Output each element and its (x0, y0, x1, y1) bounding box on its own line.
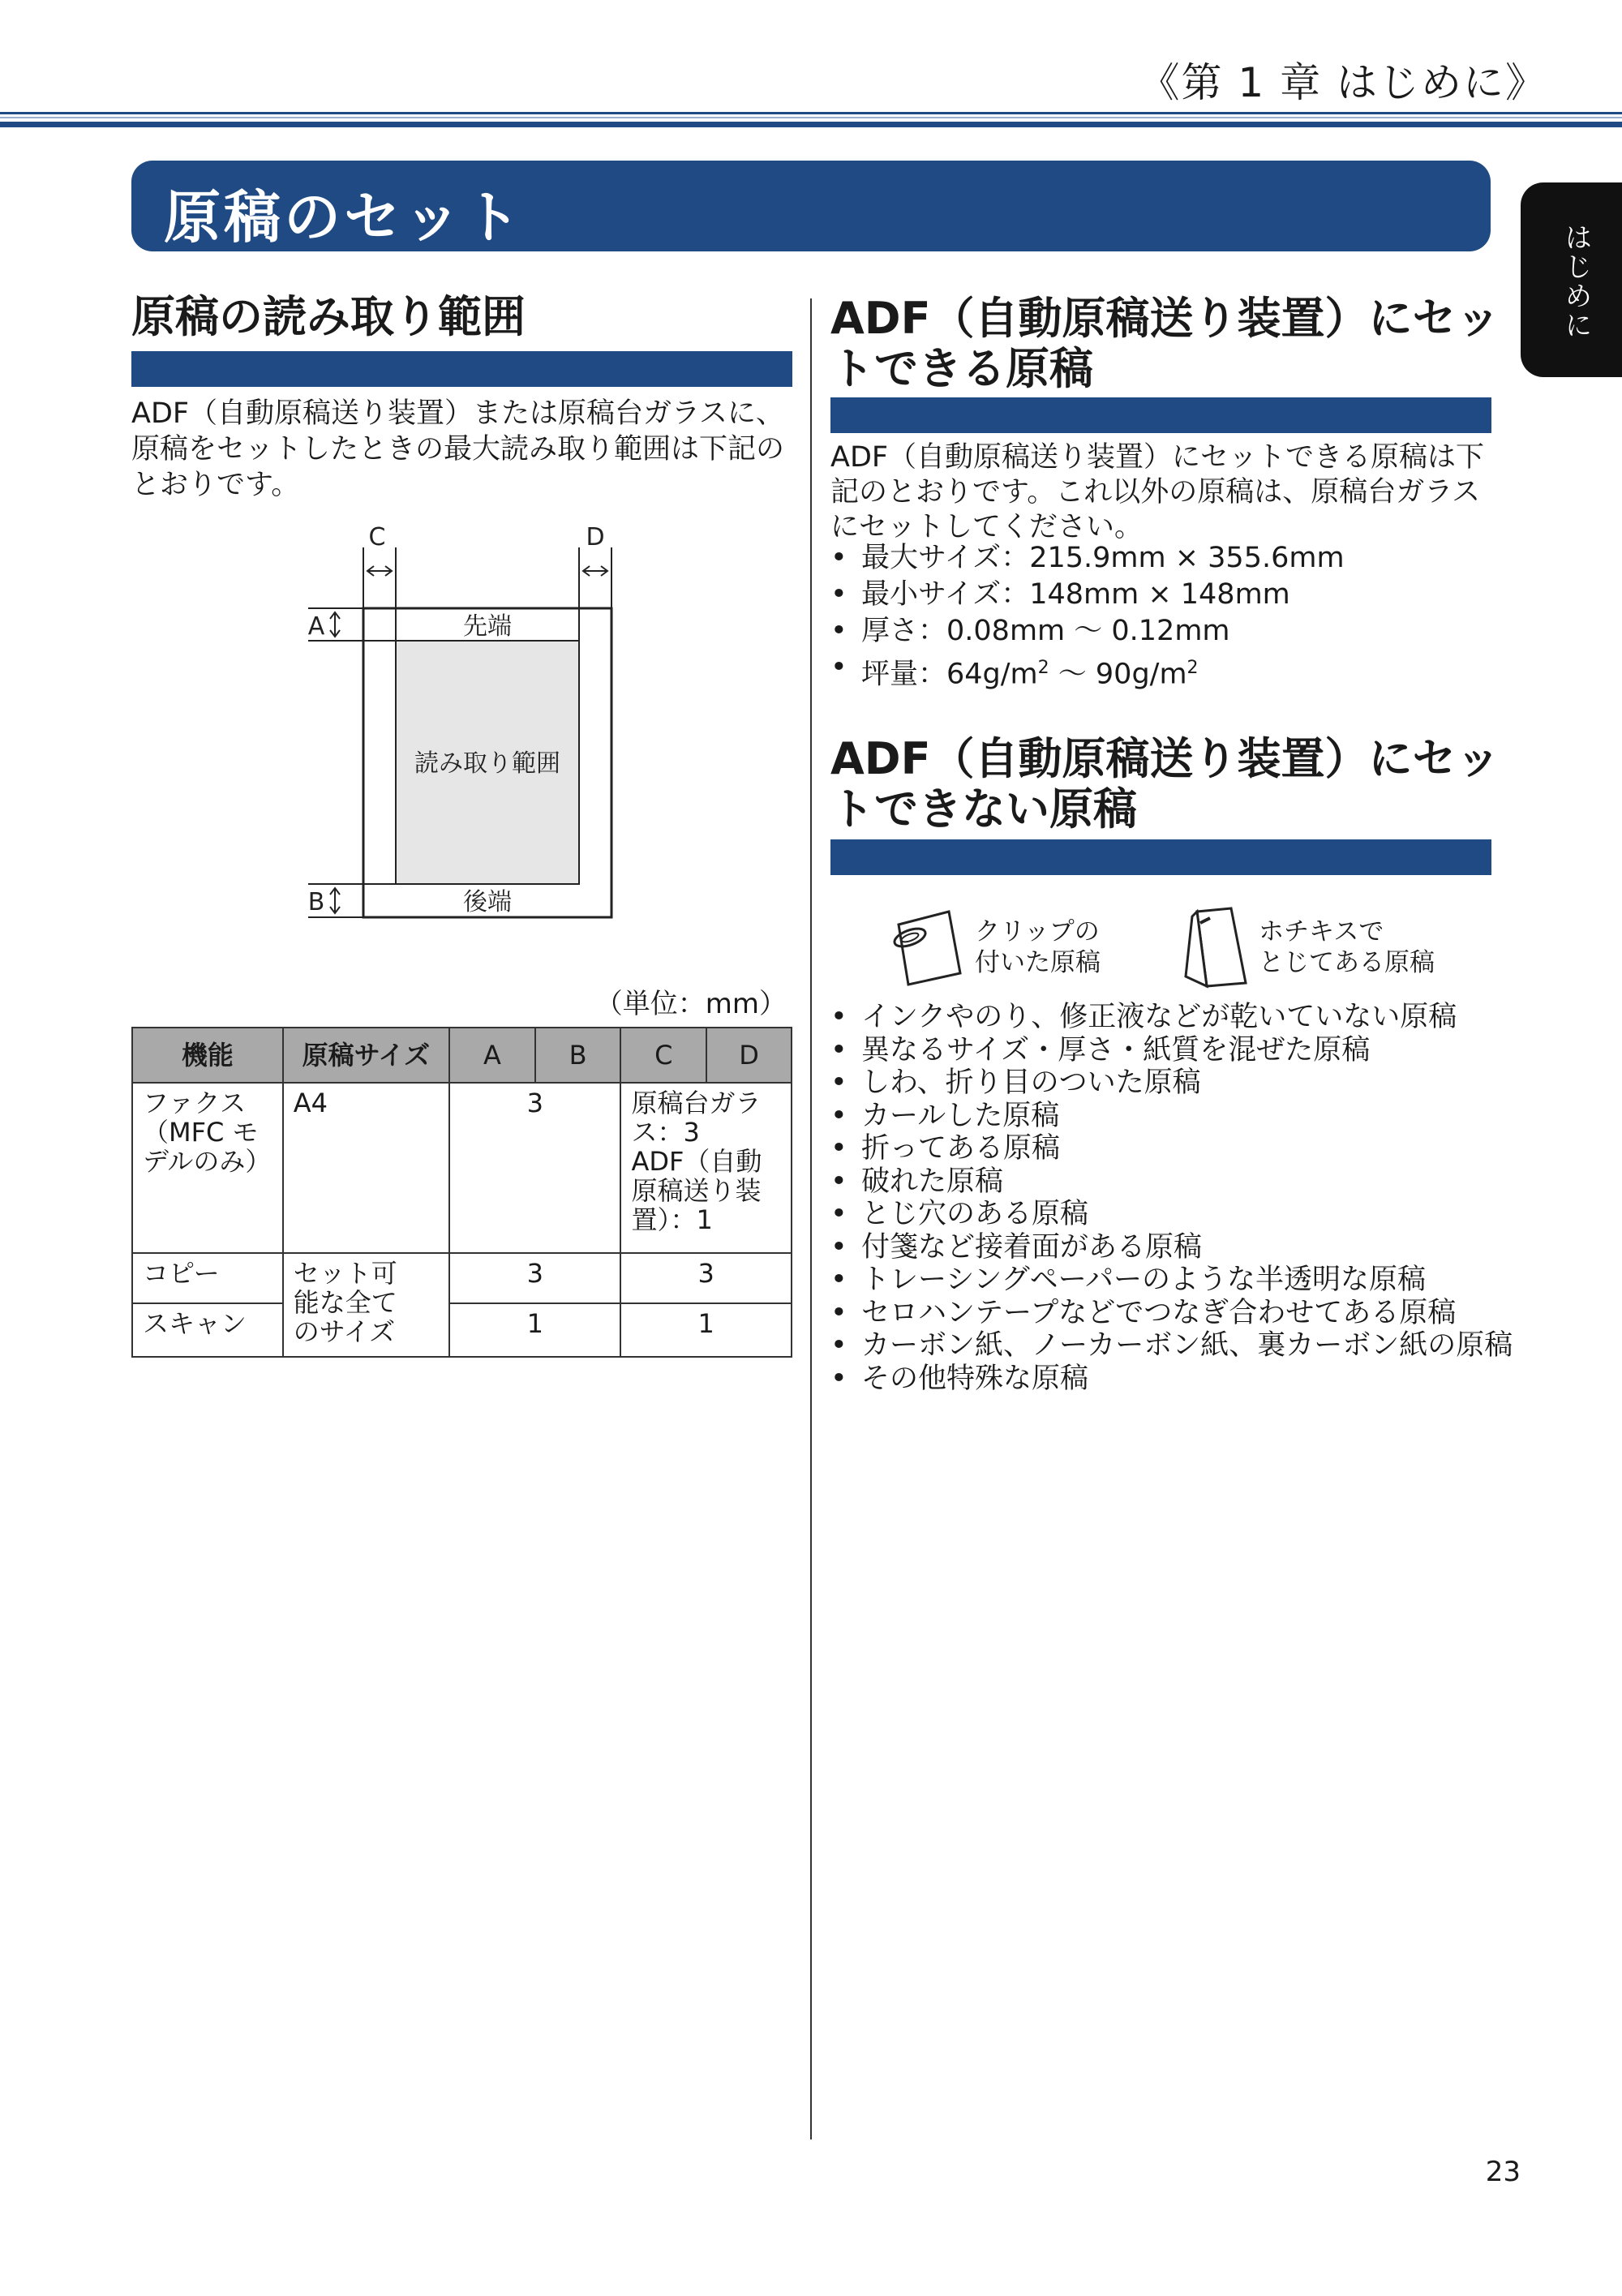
table-cell: セット可 能な全て のサイズ (283, 1253, 449, 1357)
table-header: B (535, 1028, 621, 1083)
page-number: 23 (1485, 2156, 1521, 2188)
diagram-label-b: B (307, 888, 325, 916)
adf-spec-list (830, 540, 1345, 693)
list-item: • とじ穴のある原稿 (830, 1198, 1513, 1231)
list-item: • カーボン紙、ノーカーボン紙、裏カーボン紙の原稿 (830, 1329, 1513, 1363)
diagram-top-edge: 先端 (463, 612, 512, 641)
adf-not-allowed-list (830, 1001, 1513, 1395)
list-item: • 異なるサイズ・厚さ・紙質を混ぜた原稿 (830, 1034, 1513, 1067)
list-item: • しわ、折り目のついた原稿 (830, 1066, 1513, 1100)
diagram-label-a: A (307, 612, 325, 641)
side-tab-label: はじめに (1560, 223, 1592, 340)
list-item: • その他特殊な原稿 (830, 1363, 1513, 1396)
table-header: 機能 (132, 1028, 283, 1083)
list-item: • インクやのり、修正液などが乾いていない原稿 (830, 1001, 1513, 1034)
diagram-scan-area: 読み取り範囲 (414, 749, 560, 778)
list-item: • 最大サイズ：215.9mm × 355.6mm (830, 540, 1345, 577)
left-heading: 原稿の読み取り範囲 (131, 291, 526, 342)
table-cell: コピー (132, 1253, 283, 1303)
right-heading-2-bar (830, 839, 1491, 875)
list-item: • 厚さ：0.08mm 〜 0.12mm (830, 613, 1345, 650)
stapled-paper-icon (1176, 905, 1257, 989)
left-intro: ADF（自動原稿送り装置）または原稿台ガラスに、 原稿をセットしたときの最大読み取り範囲は下記の とおりです。 (131, 397, 785, 501)
table-cell: 1 (620, 1303, 792, 1357)
table-row (132, 1083, 792, 1253)
chapter-title: 《第 1 章 はじめに》 (1139, 59, 1547, 106)
right-intro: ADF（自動原稿送り装置）にセットできる原稿は下 記のとおりです。これ以外の原稿は、原稿台ガラス にセットしてください。 (830, 441, 1485, 543)
table-cell: 1 (449, 1303, 620, 1357)
table-cell: 3 (620, 1253, 792, 1303)
table-cell: スキャン (132, 1303, 283, 1357)
table-row (132, 1303, 792, 1357)
list-item: • 破れた原稿 (830, 1165, 1513, 1199)
right-heading-1-bar (830, 397, 1491, 433)
right-heading-1: ADF（自動原稿送り装置）にセッ トできる原稿 (830, 293, 1500, 394)
unit-note: （単位：mm） (594, 988, 787, 1020)
table-cell: 3 (449, 1083, 620, 1253)
table-header: A (449, 1028, 535, 1083)
scan-margin-table (131, 1027, 792, 1358)
right-heading-2: ADF（自動原稿送り装置）にセッ トできない原稿 (830, 733, 1500, 835)
clip-label: クリップの 付いた原稿 (975, 917, 1101, 977)
table-cell: A4 (283, 1083, 449, 1253)
list-item: • 付箋など接着面がある原稿 (830, 1231, 1513, 1264)
staple-label: ホチキスで とじてある原稿 (1259, 917, 1435, 977)
section-title: 原稿のセット (164, 184, 524, 251)
list-item: • カールした原稿 (830, 1100, 1513, 1133)
paper-clip-icon (884, 907, 965, 988)
table-header: D (706, 1028, 792, 1083)
table-row (132, 1253, 792, 1303)
table-header: C (620, 1028, 706, 1083)
list-item: • 最小サイズ：148mm × 148mm (830, 577, 1345, 613)
diagram-label-d: D (586, 523, 605, 551)
list-item: • 坪量：$64g/m^2$ 〜 $90g/m^2$ (830, 650, 1345, 693)
list-item: • セロハンテープなどでつなぎ合わせてある原稿 (830, 1297, 1513, 1330)
diagram-bottom-edge: 後端 (463, 888, 512, 916)
list-item: • トレーシングペーパーのような半透明な原稿 (830, 1264, 1513, 1297)
table-header-row (132, 1028, 792, 1083)
table-cell: 3 (449, 1253, 620, 1303)
list-item: • 折ってある原稿 (830, 1132, 1513, 1165)
table-cell: ファクス （MFC モ デルのみ） (132, 1083, 283, 1253)
table-header: 原稿サイズ (283, 1028, 449, 1083)
diagram-label-c: C (368, 523, 386, 551)
table-cell: 原稿台ガラ ス：3 ADF（自動 原稿送り装 置）：1 (620, 1083, 792, 1253)
